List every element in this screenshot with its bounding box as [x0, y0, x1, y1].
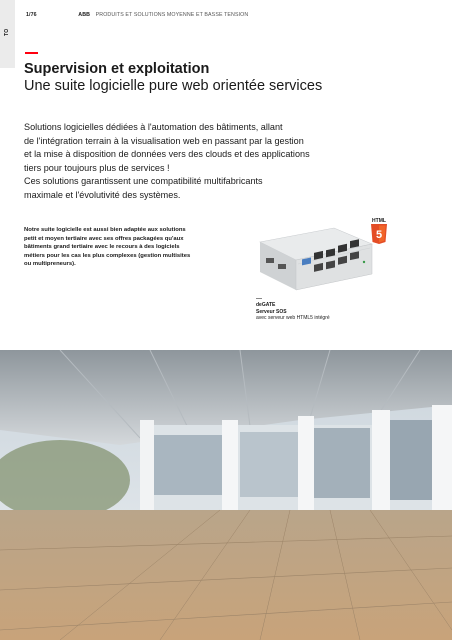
intro-line: maximale et l'évolutivité des systèmes.: [24, 189, 181, 200]
intro-line: Solutions logicielles dédiées à l'automation des bâtiments, allant: [24, 122, 283, 132]
caption-divider: [256, 298, 262, 299]
note-line: petit et moyen tertiaire avec ses offres packagées qu'aux: [24, 235, 184, 242]
page-number: 1/76: [26, 12, 37, 18]
accent-bar: [25, 52, 38, 54]
note-line: métiers pour les cas les plus complexes (gestion multisites: [24, 252, 191, 259]
note-line: ou multipreneurs).: [24, 261, 76, 268]
caption-model: Serveur SOS: [256, 308, 287, 315]
side-tab: [0, 0, 15, 68]
html5-badge: [370, 218, 388, 251]
page-title: Supervision et exploitation: [24, 61, 210, 77]
caption-product: deGATE: [256, 302, 276, 308]
intro-line: et la mise à disposition de données vers des clouds et des applications: [24, 149, 310, 160]
html5-number: 5: [375, 229, 383, 241]
side-tab-label: TO: [4, 28, 10, 36]
html5-label: HTML: [372, 218, 386, 224]
page-header: [26, 12, 248, 18]
intro-line: tiers pour toujours plus de services !: [24, 162, 170, 173]
building-photo: [0, 350, 452, 640]
html5-shield-icon: [370, 224, 388, 246]
caption-description: avec serveur web HTML5 intégré: [256, 315, 330, 322]
section-title: PRODUITS ET SOLUTIONS MOYENNE ET BASSE TENSION: [95, 12, 249, 18]
intro-line: de l'intégration terrain à la visualisation web en passant par la gestion: [24, 135, 304, 146]
note-paragraph: [24, 226, 240, 269]
intro-paragraph: [24, 121, 354, 203]
brand-name: ABB: [78, 12, 91, 18]
note-line: bâtiments grand tertiaire avec le recours à des logiciels: [24, 244, 180, 251]
note-line: Notre suite logicielle est aussi bien adaptée aux solutions: [24, 227, 186, 233]
page-subtitle: Une suite logicielle pure web orientée services: [24, 78, 323, 94]
device-caption: [256, 298, 330, 322]
intro-line: Ces solutions garantissent une compatibilité multifabricants: [24, 176, 263, 187]
